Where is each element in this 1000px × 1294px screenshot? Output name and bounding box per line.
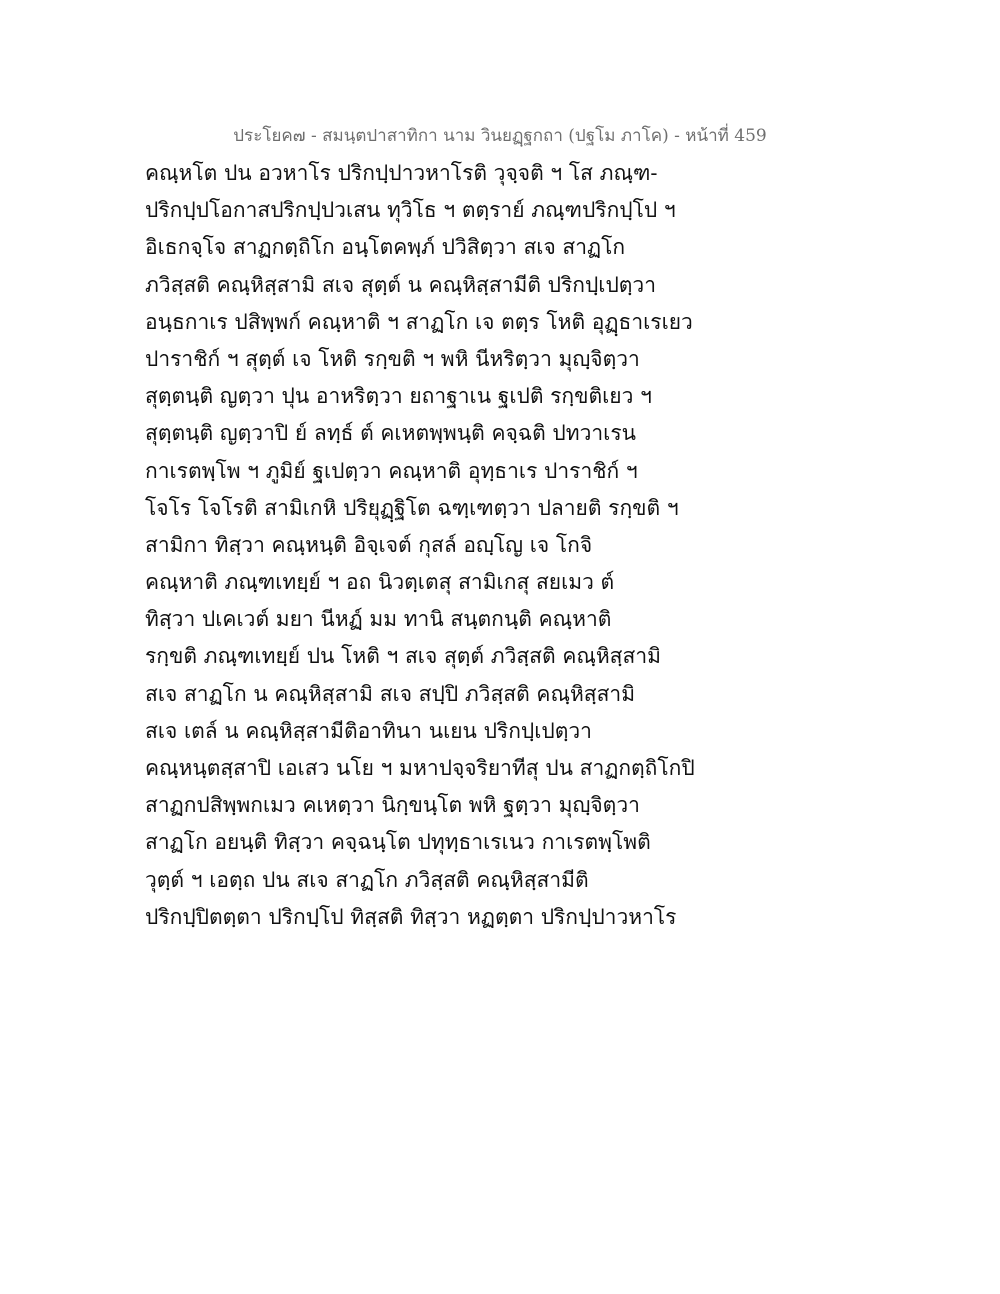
text-line: ภวิสฺสติ คณฺหิสฺสามิ สเจ สุตฺต์ น คณฺหิสฺสามีติ ปริกปฺเปตฺวา bbox=[145, 272, 657, 297]
text-line: สาฏกปสิพฺพกเมว คเหตฺวา นิกฺขนฺโต พหิ ฐตฺวา มุญฺจิตฺวา bbox=[145, 793, 640, 818]
page-header: ประโยค๗ - สมนฺตปาสาทิกา นาม วินยฏฺฐกถา (ปฐโม ภาโค) - หน้าที่ 459 bbox=[233, 126, 767, 146]
text-line: สุตฺตนฺติ ญตฺวาปิ ย์ ลทฺธ์ ต์ คเหตพฺพนฺติ คจฺฉติ ปทวาเรน bbox=[145, 421, 636, 446]
text-line: คณฺหนฺตสฺสาปิ เอเสว นโย ฯ มหาปจฺจริยาทีสุ ปน สาฏกตฺถิโกปิ bbox=[145, 756, 695, 780]
text-line: สามิกา ทิสฺวา คณฺหนฺติ อิจฺเจต์ กุสล์ อญฺโญ เจ โกจิ bbox=[145, 532, 593, 557]
text-line: คณฺหโต ปน อวหาโร ปริกปฺปาวหาโรติ วุจฺจติ ฯ โส ภณฺฑ- bbox=[145, 161, 658, 185]
text-line: สเจ สาฏโก น คณฺหิสฺสามิ สเจ สปฺปิ ภวิสฺสติ คณฺหิสฺสามิ bbox=[145, 681, 636, 706]
text-line: วุตฺต์ ฯ เอตฺถ ปน สเจ สาฏโก ภวิสฺสติ คณฺหิสฺสามีติ bbox=[145, 867, 589, 892]
text-line: ปริกปฺปิตตฺตา ปริกปฺโป ทิสฺสติ ทิสฺวา หฏตฺตา ปริกปฺปาวหาโร bbox=[145, 904, 677, 929]
text-line: สเจ เตล์ น คณฺหิสฺสามีติอาทินา นเยน ปริกปฺเปตฺวา bbox=[145, 718, 592, 743]
body-text bbox=[145, 155, 845, 936]
text-line: กาเรตพฺโพ ฯ ภูมิย์ ฐเปตฺวา คณฺหาติ อุทฺธาเร ปาราชิก์ ฯ bbox=[145, 458, 638, 483]
text-line: อนฺธกาเร ปสิพฺพก์ คณฺหาติ ฯ สาฏโก เจ ตตฺร โหติ อุฏฺธาเรเยว bbox=[145, 309, 693, 334]
text-line: โจโร โจโรติ สามิเกหิ ปริยุฏฺฐิโต ฉฑฺเฑตฺวา ปลายติ รกฺขติ ฯ bbox=[145, 495, 679, 520]
text-line: คณฺหาติ ภณฺฑเทยฺย์ ฯ อถ นิวตฺเตสุ สามิเกสุ สยเมว ต์ bbox=[145, 570, 615, 595]
text-line: ปาราชิก์ ฯ สุตฺต์ เจ โหติ รกฺขติ ฯ พหิ นีหริตฺวา มุญฺจิตฺวา bbox=[145, 346, 640, 371]
text-line: ปริกปฺปโอกาสปริกปฺปวเสน ทุวิโธ ฯ ตตฺราย์ ภณฺฑปริกปฺโป ฯ bbox=[145, 198, 676, 223]
text-line: สาฏโก อยนฺติ ทิสฺวา คจฺฉนฺโต ปทุทฺธาเรเนว กาเรตพฺโพติ bbox=[145, 830, 651, 855]
text-line: สุตฺตนฺติ ญตฺวา ปุน อาหริตฺวา ยถาฐาเน ฐเปติ รกฺขติเยว ฯ bbox=[145, 384, 652, 409]
text-line: ทิสฺวา ปเคเวต์ มยา นีหฏ์ มม ทานิ สนฺตกนฺติ คณฺหาติ bbox=[145, 607, 612, 632]
text-line: อิเธกจฺโจ สาฏกตฺถิโก อนฺโตคพฺภ์ ปวิสิตฺวา สเจ สาฏโก bbox=[145, 235, 626, 260]
text-line: รกฺขติ ภณฺฑเทยฺย์ ปน โหติ ฯ สเจ สุตฺต์ ภวิสฺสติ คณฺหิสฺสามิ bbox=[145, 644, 661, 669]
